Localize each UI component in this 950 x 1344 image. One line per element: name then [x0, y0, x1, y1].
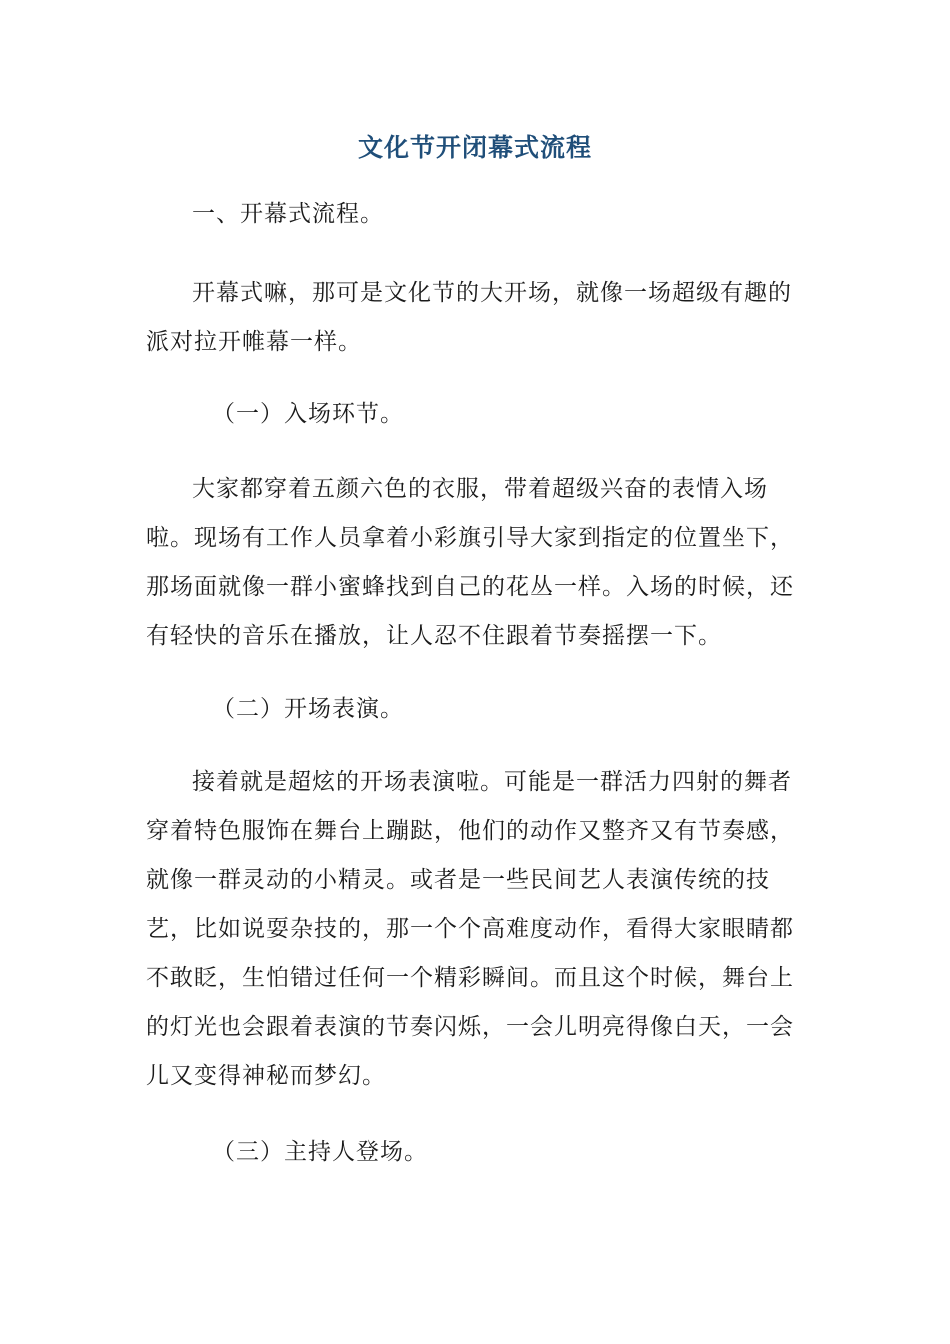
subsection-heading-entrance: （一）入场环节。 — [212, 401, 404, 427]
subsection-heading-host: （三）主持人登场。 — [212, 1139, 428, 1165]
subsection-heading-opening-performance: （二）开场表演。 — [212, 696, 404, 722]
paragraph-opening-intro: 开幕式嘛，那可是文化节的大开场，就像一场超级有趣的派对拉开帷幕一样。 — [146, 280, 792, 355]
section-heading-opening-ceremony: 一、开幕式流程。 — [192, 201, 384, 227]
paragraph-entrance: 大家都穿着五颜六色的衣服，带着超级兴奋的表情入场啦。现场有工作人员拿着小彩旗引导大家到指定的位置坐下，那场面就像一群小蜜蜂找到自己的花丛一样。入场的时候，还有轻快的音乐在播放，让人忍不住跟着节奏摇摆一下。 — [146, 476, 794, 649]
paragraph-opening-performance: 接着就是超炫的开场表演啦。可能是一群活力四射的舞者穿着特色服饰在舞台上蹦跶，他们的动作又整齐又有节奏感，就像一群灵动的小精灵。或者是一些民间艺人表演传统的技艺，比如说耍杂技的，那一个个高难度动作，看得大家眼睛都不敢眨，生怕错过任何一个精彩瞬间。而且这个时候，舞台上的灯光也会跟着表演的节奏闪烁，一会儿明亮得像白天，一会儿又变得神秘而梦幻。 — [146, 769, 794, 1089]
document-title: 文化节开闭幕式流程 — [357, 133, 592, 162]
